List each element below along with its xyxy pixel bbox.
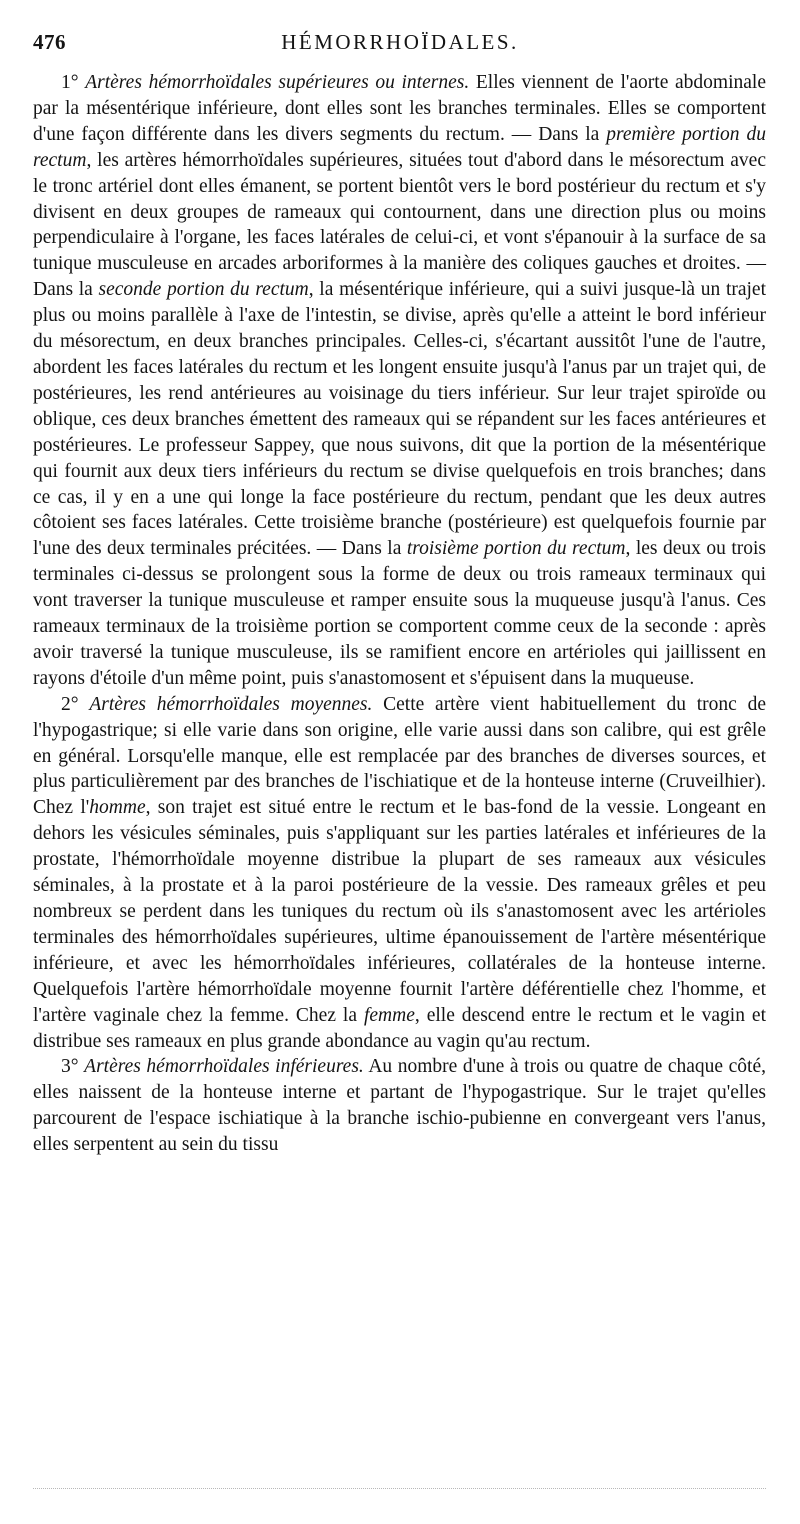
paragraph-middle-arteries (33, 692, 766, 1055)
section-title: Artères hémorrhoïdales inférieures. (84, 1056, 364, 1078)
paragraph-superior-arteries (33, 70, 766, 692)
section-number: 3° (61, 1056, 79, 1078)
section-number: 1° (61, 72, 79, 93)
emphasis-text: première portion du rectum (33, 123, 767, 171)
section-title: Artères hémorrhoïdales moyennes. (89, 693, 373, 715)
paragraph-text: , les deux ou trois terminales ci-dessus se prolongent sous la forme de deux ou trois rameaux terminaux qui vont traverser la tunique musculeuse et ramper ensuite sous la muqueuse jusqu'à l'anus. Ces rameaux terminaux de la troisième portion se comportent comme ceux de la seconde : après avoir traversé la tunique musculeuse, ils se ramifient encore en artérioles qui jaillissent en rayons d'étoile d'un même point, puis s'anastomosent et s'épuisent dans la muqueuse. (33, 538, 767, 689)
bottom-divider (33, 1488, 766, 1489)
page-header (33, 30, 767, 60)
paragraph-text: , les artères hémorrhoïdales supérieures, situées tout d'abord dans le mésorectum avec le tronc artériel dont elles émanent, se portent bientôt vers le bord postérieur du rectum et s'y divisent en deux groupes de rameaux qui contournent, dans une direction plus ou moins perpendiculaire à l'organe, les faces latérales de celui-ci, et vont s'épanouir à la surface de sa tunique musculeuse en arcades arboriformes à la manière des coliques gauches et droites. — Dans la (33, 149, 766, 301)
paragraph-text: , son trajet est situé entre le rectum et le bas-fond de la vessie. Longeant en dehors les vésicules séminales, puis s'appliquant sur les parties latérales et inférieures de la prostate, l'hémorrhoïdale moyenne distribue la plupart de ses rameaux aux vésicules séminales, à la prostate et à la paroi postérieure de la vessie. Des rameaux grêles et peu nombreux se perdent dans les tuniques du rectum où ils s'anastomosent avec les artérioles terminales des hémorrhoïdales supérieures, ultime épanouissement de l'artère mésentérique inférieure, et avec les hémorrhoïdales inférieures, collatérales de la honteuse interne. Quelquefois l'artère hémorrhoïdale moyenne fournit l'artère déférentielle chez l'homme, et l'artère vaginale chez la femme. Chez la (33, 797, 767, 1026)
page-number: 476 (33, 30, 66, 54)
paragraph-text: Au nombre d'une à trois ou quatre de chaque côté, elles naissent de la honteuse interne et partant de l'hypogastrique. Sur le trajet qu'elles parcourent de l'espace ischiatique à la branche ischio-pubienne en convergeant vers l'anus, elles serpentent au sein du tissu (33, 1056, 766, 1156)
section-number: 2° (61, 693, 79, 715)
paragraph-text: Cette artère vient habituellement du tronc de l'hypogastrique; si elle varie dans son origine, elle varie aussi dans son calibre, qui est grêle en général. Lorsqu'elle manque, elle est remplacée par des branches de diverses sources, et plus particulièrement par des branches de l'ischiatique et de la honteuse interne (Cruveilhier). Chez l' (33, 693, 766, 819)
paragraph-text: , elle descend entre le rectum et le vagin et distribue ses rameaux en plus grande abondance au vagin qu'au rectum. (33, 1004, 766, 1052)
paragraph-inferior-arteries (33, 1054, 766, 1158)
emphasis-text: troisième portion du rectum (406, 538, 626, 560)
paragraph-text: , la mésentérique inférieure, qui a suivi jusque-là un trajet plus ou moins parallèle à l'axe de l'intestin, se divise, après qu'elle a atteint le bord inférieur du mésorectum, en deux branches principales. Celles-ci, s'écartant aussitôt l'une de l'autre, abordent les faces latérales du rectum et les longent ensuite jusqu'à l'anus par un trajet qui, de postérieures, les rend antérieures au voisinage du tiers inférieur. Sur leur trajet spiroïde ou oblique, ces deux branches émettent des rameaux qui se répandent sur les faces antérieures et postérieures. Le professeur Sappey, que nous suivons, dit que la portion de la mésentérique qui fournit aux deux tiers inférieurs du rectum se divise quelquefois en trois branches; dans ce cas, il y en a une qui longe la face postérieure du rectum, pendant que les deux autres côtoient ses faces latérales. Cette troisième branche (postérieure) est quelquefois fournie par l'une des deux terminales précitées. — Dans la (33, 279, 767, 560)
running-head: HÉMORRHOÏDALES. (281, 30, 519, 54)
emphasis-text: femme (363, 1004, 415, 1026)
emphasis-text: homme (89, 797, 146, 819)
emphasis-text: seconde portion du rectum (98, 279, 309, 301)
paragraph-text: Elles viennent de l'aorte abdominale par la mésentérique inférieure, dont elles sont les branches terminales. Elles se comportent d'une façon différente dans les divers segments du rectum. — Dans la (33, 72, 766, 145)
section-title: Artères hémorrhoïdales supérieures ou internes. (85, 72, 470, 93)
body-text (33, 70, 766, 1158)
